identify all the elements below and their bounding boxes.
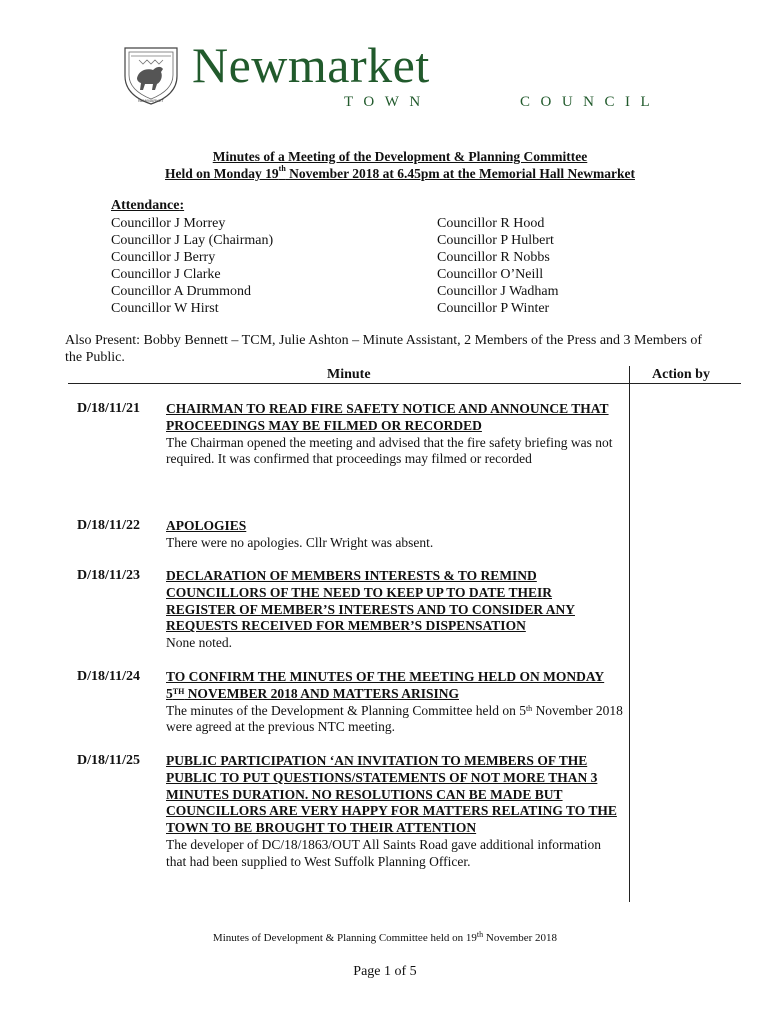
council-name-logo: Newmarket	[192, 37, 430, 93]
minute-text: There were no apologies. Cllr Wright was absent.	[166, 534, 434, 550]
attendee: Councillor J Lay (Chairman)	[111, 233, 274, 248]
minute-id: D/18/11/24	[77, 669, 141, 684]
minute-id: D/18/11/21	[77, 401, 141, 416]
minute-text: None noted.	[166, 635, 232, 651]
attendee: Councillor J Berry	[111, 250, 216, 265]
attendee: Councillor P Winter	[437, 301, 550, 316]
attendee: Councillor A Drummond	[111, 284, 251, 299]
minute-title: CHAIRMAN TO READ FIRE SAFETY NOTICE AND ANNOUNCE THAT PROCEEDINGS MAY BE FILMED OR RECORDED	[166, 401, 609, 433]
minute-text: The developer of DC/18/1863/OUT All Saints Road gave additional information that had been supplied to West Suffolk Planning Officer.	[166, 836, 602, 869]
council-seal-logo	[117, 42, 185, 106]
page-number: Page 1 of 5	[353, 964, 417, 979]
minute-title: TO CONFIRM THE MINUTES OF THE MEETING HELD ON MONDAY 5TH NOVEMBER 2018 AND MATTERS ARISING	[166, 669, 605, 701]
logo-council-text: COUNCIL	[520, 94, 661, 110]
attendee: Councillor W Hirst	[111, 301, 219, 316]
logo-town-text: TOWN	[344, 94, 431, 110]
document-title: Minutes of a Meeting of the Development & Planning Committee	[212, 149, 588, 164]
minute-title: APOLOGIES	[166, 518, 247, 533]
minute-id: D/18/11/22	[77, 518, 141, 533]
document-subtitle: Held on Monday 19th November 2018 at 6.45pm at the Memorial Hall Newmarket	[165, 164, 635, 181]
minute-title: DECLARATION OF MEMBERS INTERESTS & TO REMIND COUNCILLORS OF THE NEED TO KEEP UP TO DATE THEIR REGISTER OF MEMBER’S INTERESTS AND TO CONSIDER ANY REQUESTS RECEIVED FOR MEMBER’S DISPENSATION	[166, 568, 575, 634]
minute-id: D/18/11/23	[77, 568, 141, 583]
attendee: Councillor P Hulbert	[437, 233, 554, 248]
page-footer: Minutes of Development & Planning Committee held on 19th November 2018	[212, 930, 558, 944]
action-column-header: Action by	[652, 367, 710, 382]
column-divider	[629, 366, 630, 902]
minute-text: The minutes of the Development & Planning Committee held on 5th November 2018 were agreed at the previous NTC meeting.	[166, 702, 623, 735]
minute-title: PUBLIC PARTICIPATION ‘AN INVITATION TO MEMBERS OF THE PUBLIC TO PUT QUESTIONS/STATEMENTS OF NOT MORE THAN 3 MINUTES DURATION. NO RESOLUTIONS CAN BE MADE BUT COUNCILLORS ARE VERY HAPPY FOR MATTERS RELATING TO THE TOWN TO BE BROUGHT TO THEIR ATTENTION	[166, 753, 617, 836]
attendance-left-column	[111, 215, 273, 317]
attendance-right-column	[437, 215, 559, 317]
minute-text: The Chairman opened the meeting and advised that the fire safety briefing was not required. It was confirmed that proceedings may filmed or recorded	[166, 434, 613, 467]
attendee: Councillor J Wadham	[437, 284, 559, 299]
minute-column-header: Minute	[327, 367, 371, 382]
minute-id: D/18/11/25	[77, 753, 141, 768]
table-header-rule	[68, 383, 741, 384]
attendee: Councillor R Nobbs	[437, 250, 550, 265]
also-present: Also Present: Bobby Bennett – TCM, Julie Ashton – Minute Assistant, 2 Members of the Press and 3 Members of the Public.	[65, 333, 703, 365]
attendee: Councillor R Hood	[437, 216, 545, 231]
svg-text:NEWMARKET: NEWMARKET	[138, 98, 164, 103]
attendee: Councillor J Morrey	[111, 216, 226, 231]
attendee: Councillor J Clarke	[111, 267, 221, 282]
attendee: Councillor O’Neill	[437, 267, 544, 282]
attendance-heading: Attendance:	[111, 198, 185, 213]
